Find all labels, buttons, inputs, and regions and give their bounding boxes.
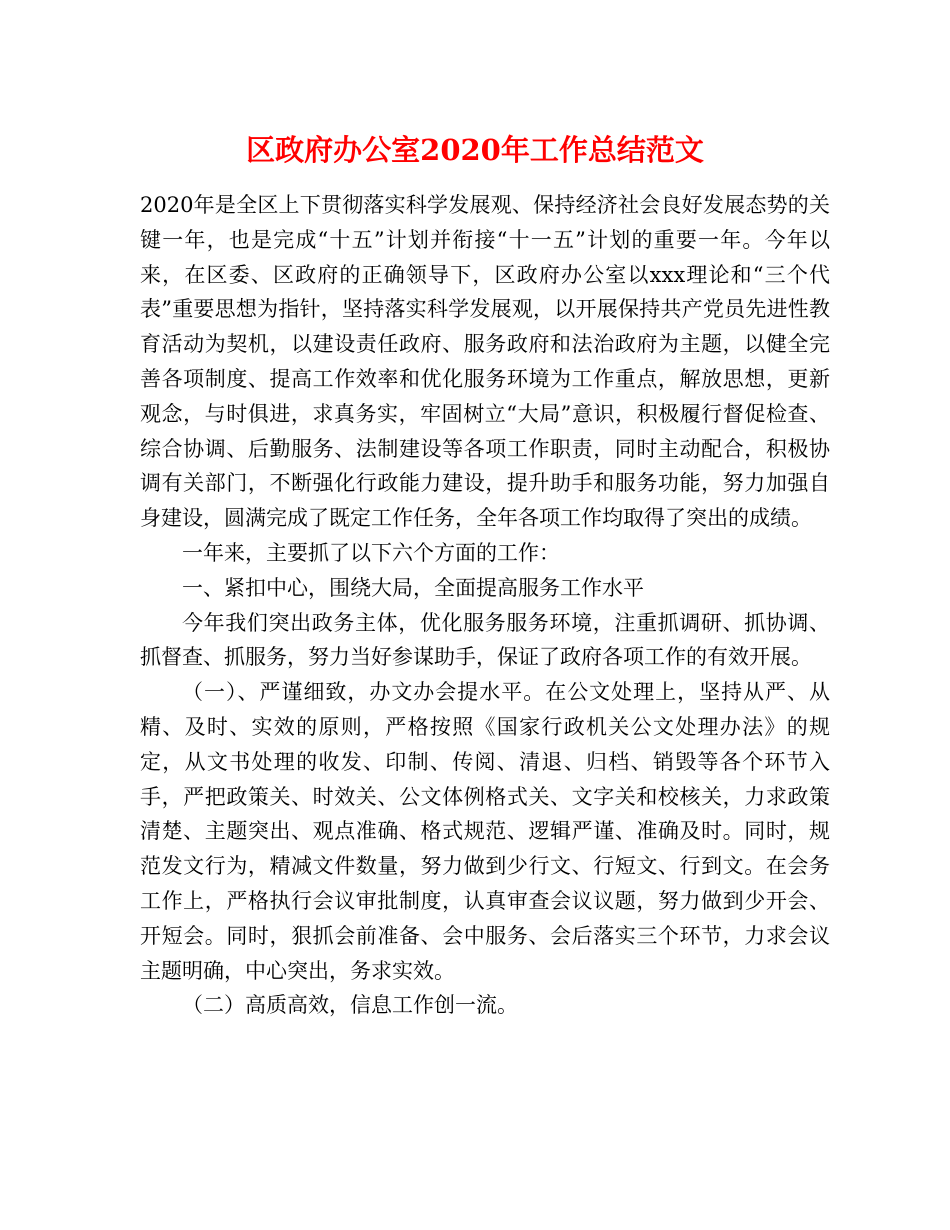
document-body: [140, 188, 830, 1023]
section-heading-one: 一、紧扣中心，围绕大局，全面提高服务工作水平: [182, 575, 644, 600]
document-title: 区政府办公室2020年工作总结范文: [246, 133, 704, 167]
paragraph-summary-lead: 一年来，主要抓了以下六个方面的工作：: [182, 540, 560, 565]
paragraph-section-one: 今年我们突出政务主体，优化服务服务环境，注重抓调研、抓协调、抓督查、抓服务，努力当好参谋助手，保证了政府各项工作的有效开展。: [140, 610, 830, 670]
subsection-heading-two: （二）高质高效，信息工作创一流。: [182, 993, 518, 1018]
paragraph-intro: 2020年是全区上下贯彻落实科学发展观、保持经济社会良好发展态势的关键一年，也是完成“十五”计划并衔接“十一五”计划的重要一年。今年以来，在区委、区政府的正确领导下，区政府办公室以xxx理论和“三个代表”重要思想为指针，坚持落实科学发展观，以开展保持共产党员先进性教育活动为契机，以建设责任政府、服务政府和法治政府为主题，以健全完善各项制度、提高工作效率和优化服务环境为工作重点，解放思想，更新观念，与时俱进，求真务实，牢固树立“大局”意识，积极履行督促检查、综合协调、后勤服务、法制建设等各项工作职责，同时主动配合，积极协调有关部门，不断强化行政能力建设，提升助手和服务功能，努力加强自身建设，圆满完成了既定工作任务，全年各项工作均取得了突出的成绩。: [140, 193, 830, 531]
paragraph-subsection-one: （一）、严谨细致，办文办会提水平。在公文处理上，坚持从严、从精、及时、实效的原则，严格按照《国家行政机关公文处理办法》的规定，从文书处理的收发、印制、传阅、清退、归档、销毁等各个环节入手，严把政策关、时效关、公文体例格式关、文字关和校核关，力求政策清楚、主题突出、观点准确、格式规范、逻辑严谨、准确及时。同时，规范发文行为，精减文件数量，努力做到少行文、行短文、行到文。在会务工作上，严格执行会议审批制度，认真审查会议议题，努力做到少开会、开短会。同时，狠抓会前准备、会中服务、会后落实三个环节，力求会议主题明确，中心突出，务求实效。: [140, 680, 830, 983]
